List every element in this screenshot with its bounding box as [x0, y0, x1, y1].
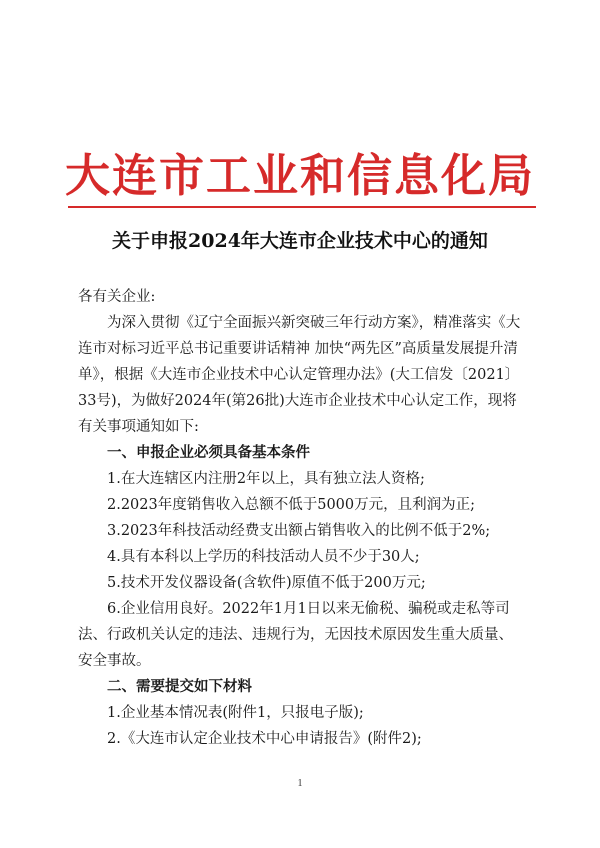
red-header-rule — [68, 206, 536, 208]
section-heading-1: 一、申报企业必须具备基本条件 — [107, 445, 310, 461]
document-title: 关于申报2024年大连市企业技术中心的通知 — [112, 230, 488, 252]
list-item: 1.在大连辖区内注册2年以上，具有独立法人资格; — [107, 471, 425, 487]
list-item: 6.企业信用良好。2022年1月1日以来无偷税、骗税或走私等司法、行政机关认定的违法、违规行为，无因技术原因发生重大质量、安全事故。 — [78, 601, 513, 669]
list-item: 2.2023年度销售收入总额不低于5000万元，且利润为正; — [107, 497, 476, 513]
salutation: 各有关企业: — [78, 289, 156, 305]
list-item: 5.技术开发仪器设备(含软件)原值不低于200万元; — [107, 575, 426, 591]
issuing-authority-header: 大连市工业和信息化局 — [64, 149, 535, 202]
document-body — [78, 284, 526, 752]
intro-paragraph: 为深入贯彻《辽宁全面振兴新突破三年行动方案》，精准落实《大连市对标习近平总书记重要讲话精神 加快“两先区”高质量发展提升清单》，根据《大连市企业技术中心认定管理办法》(大工信发〔2021〕33号)，为做好2024年(第26批)大连市企业技术中心认定工作，现将有关事项通知如下: — [78, 315, 521, 435]
section-heading-2: 二、需要提交如下材料 — [107, 679, 252, 695]
list-item: 2.《大连市认定企业技术中心申请报告》(附件2); — [107, 731, 422, 747]
list-item: 1.企业基本情况表(附件1，只报电子版); — [107, 705, 364, 721]
page-number: 1 — [297, 778, 303, 789]
list-item: 4.具有本科以上学历的科技活动人员不少于30人; — [107, 549, 420, 565]
list-item: 3.2023年科技活动经费支出额占销售收入的比例不低于2%; — [107, 523, 491, 539]
